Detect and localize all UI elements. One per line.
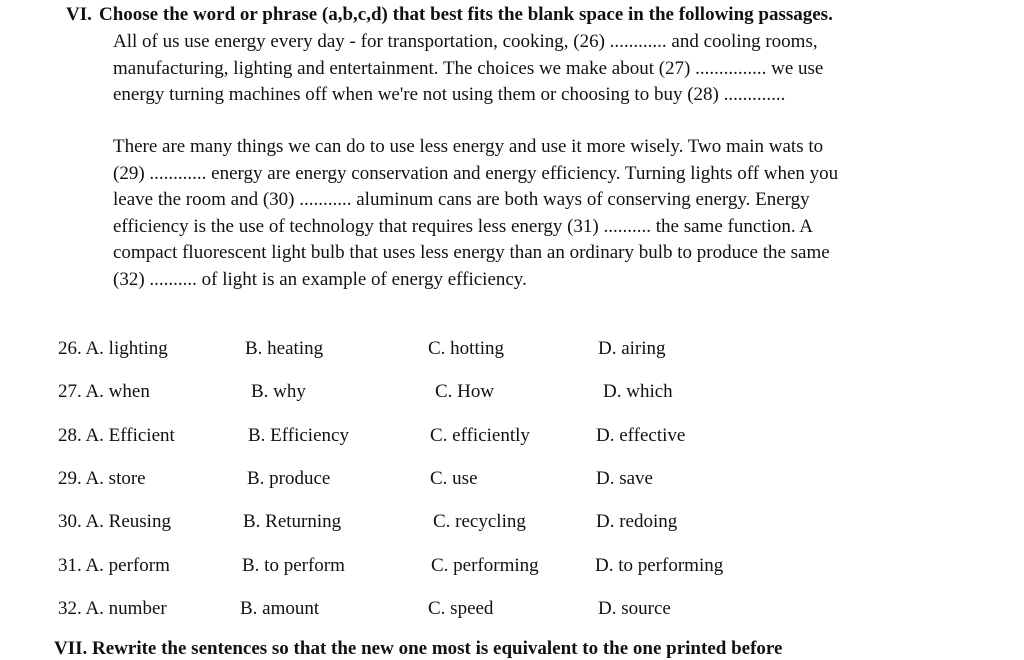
passage-line: manufacturing, lighting and entertainment. The choices we make about (27) ............... we use (113, 57, 824, 79)
question-32 (0, 598, 1024, 628)
option-a: 28. A. Efficient (58, 425, 175, 446)
question-27 (0, 381, 1024, 411)
option-c: C. use (430, 468, 478, 489)
question-30 (0, 511, 1024, 541)
option-c: C. efficiently (430, 425, 530, 446)
option-d: D. save (596, 468, 653, 489)
option-d: D. effective (596, 425, 686, 446)
passage-line: energy turning machines off when we're not using them or choosing to buy (28) ............. (113, 84, 786, 105)
option-c: C. speed (428, 598, 494, 619)
option-a: 29. A. store (58, 468, 146, 489)
option-a: 27. A. when (58, 381, 150, 402)
passage-line: efficiency is the use of technology that requires less energy (31) .......... the same function. A (113, 215, 813, 237)
option-b: B. why (251, 381, 306, 402)
option-d: D. source (598, 598, 671, 619)
passage-line: All of us use energy every day - for transportation, cooking, (26) ............ and cooling rooms, (113, 31, 818, 52)
section-number: VI. (66, 4, 92, 25)
passage-line: (29) ............ energy are energy conservation and energy efficiency. Turning lights off when you (113, 162, 839, 184)
option-c: C. How (435, 381, 495, 402)
option-a: 26. A. lighting (58, 338, 168, 359)
option-a: 32. A. number (58, 598, 167, 619)
option-b: B. Returning (243, 511, 342, 532)
question-29 (0, 468, 1024, 498)
option-d: D. which (603, 381, 673, 402)
passage-2 (113, 134, 838, 293)
option-c: C. hotting (428, 338, 505, 359)
option-b: B. Efficiency (248, 425, 349, 446)
option-d: D. airing (598, 338, 666, 359)
passage-line: leave the room and (30) ........... aluminum cans are both ways of conserving energy. Energy (113, 189, 810, 210)
option-d: D. to performing (595, 555, 724, 576)
option-a: 31. A. perform (58, 555, 170, 576)
option-b: B. produce (247, 468, 331, 489)
question-31 (0, 555, 1024, 585)
option-b: B. amount (240, 598, 320, 619)
option-d: D. redoing (596, 511, 678, 532)
passage-1 (113, 29, 823, 109)
section-heading (66, 4, 833, 26)
option-b: B. heating (245, 338, 324, 359)
passage-line: There are many things we can do to use less energy and use it more wisely. Two main wats to (113, 136, 824, 157)
question-28 (0, 425, 1024, 455)
option-a: 30. A. Reusing (58, 511, 171, 532)
option-b: B. to perform (242, 555, 345, 576)
option-c: C. recycling (433, 511, 526, 532)
section-instruction: Choose the word or phrase (a,b,c,d) that best fits the blank space in the following passages. (99, 4, 833, 25)
question-26 (0, 338, 1024, 368)
next-section-heading: VII. Rewrite the sentences so that the new one most is equivalent to the one printed before (54, 638, 783, 659)
passage-line: compact fluorescent light bulb that uses less energy than an ordinary bulb to produce the same (113, 242, 830, 263)
passage-line: (32) .......... of light is an example of energy efficiency. (113, 268, 527, 290)
option-c: C. performing (431, 555, 539, 576)
